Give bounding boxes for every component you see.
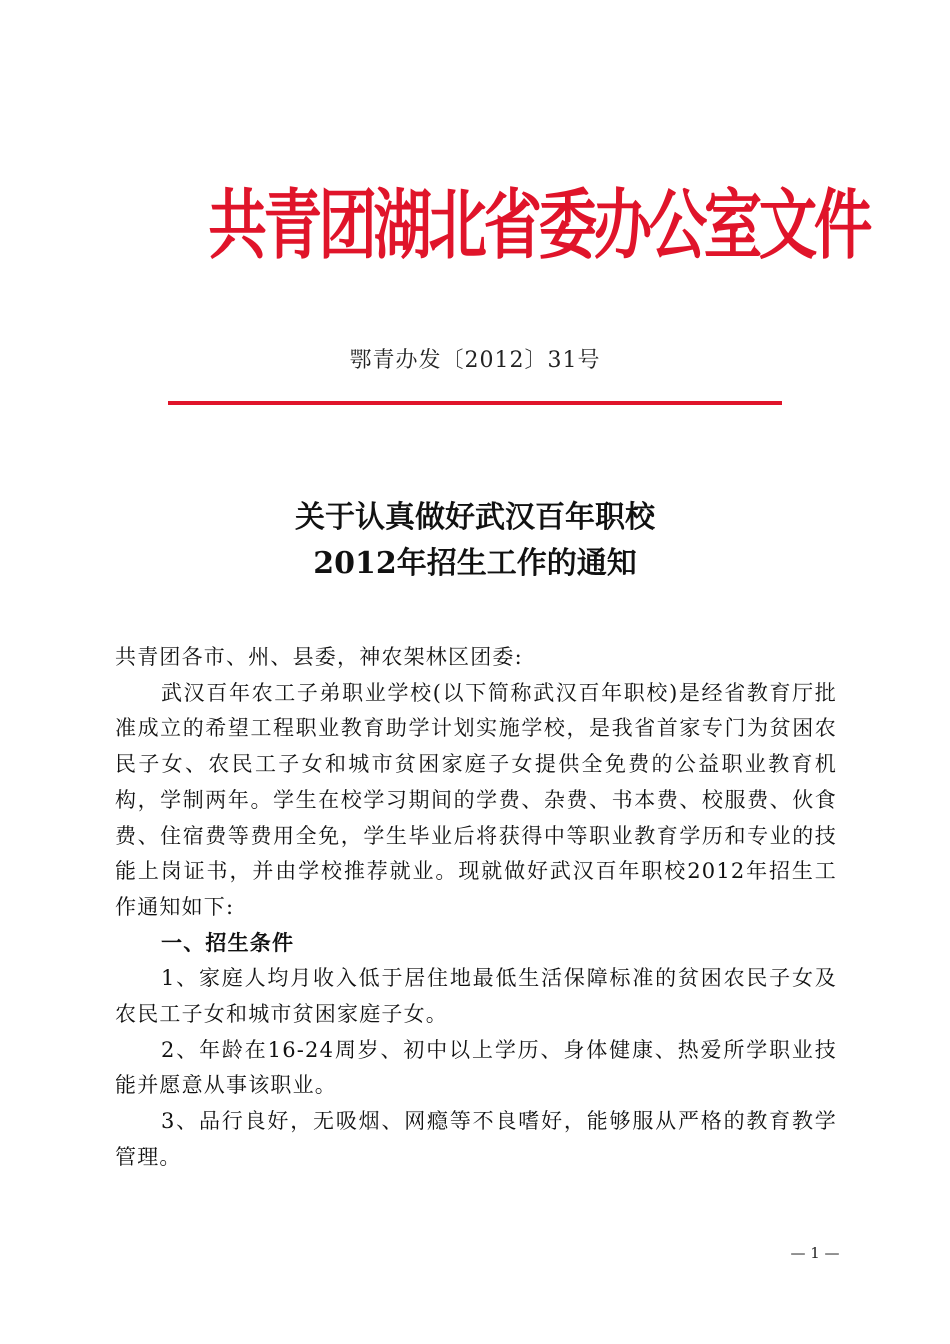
page-number: — 1 — bbox=[790, 1244, 840, 1262]
salutation: 共青团各市、州、县委，神农架林区团委: bbox=[115, 645, 523, 669]
document-title bbox=[0, 495, 950, 587]
condition-item-3: 3、品行良好，无吸烟、网瘾等不良嗜好，能够服从严格的教育教学管理。 bbox=[115, 1109, 837, 1169]
section-heading-enrollment-conditions: 一、招生条件 bbox=[161, 930, 295, 955]
condition-item-2: 2、年龄在16-24周岁、初中以上学历、身体健康、热爱所学职业技能并愿意从事该职业。 bbox=[115, 1037, 837, 1098]
condition-item-1: 1、家庭人均月收入低于居住地最低生活保障标准的贫困农民子女及农民工子女和城市贫困家庭子女。 bbox=[115, 966, 837, 1027]
document-body bbox=[115, 640, 837, 1176]
document-title-line-1: 关于认真做好武汉百年职校 bbox=[295, 500, 655, 535]
document-title-line-2: 2012年招生工作的通知 bbox=[313, 546, 637, 581]
issuing-office-header: 共青团湖北省委办公室文件 bbox=[208, 182, 869, 271]
intro-paragraph: 武汉百年农工子弟职业学校(以下简称武汉百年职校)是经省教育厅批准成立的希望工程职业教育助学计划实施学校，是我省首家专门为贫困农民子女、农民工子女和城市贫困家庭子女提供全免费的公益职业教育机构，学制两年。学生在校学习期间的学费、杂费、书本费、校服费、伙食费、住宿费等费用全免，学生毕业后将获得中等职业教育学历和专业的技能上岗证书，并由学校推荐就业。现就做好武汉百年职校2012年招生工作通知如下: bbox=[115, 680, 837, 919]
document-number: 鄂青办发〔2012〕31号 bbox=[349, 348, 601, 373]
red-divider-rule bbox=[168, 401, 782, 405]
